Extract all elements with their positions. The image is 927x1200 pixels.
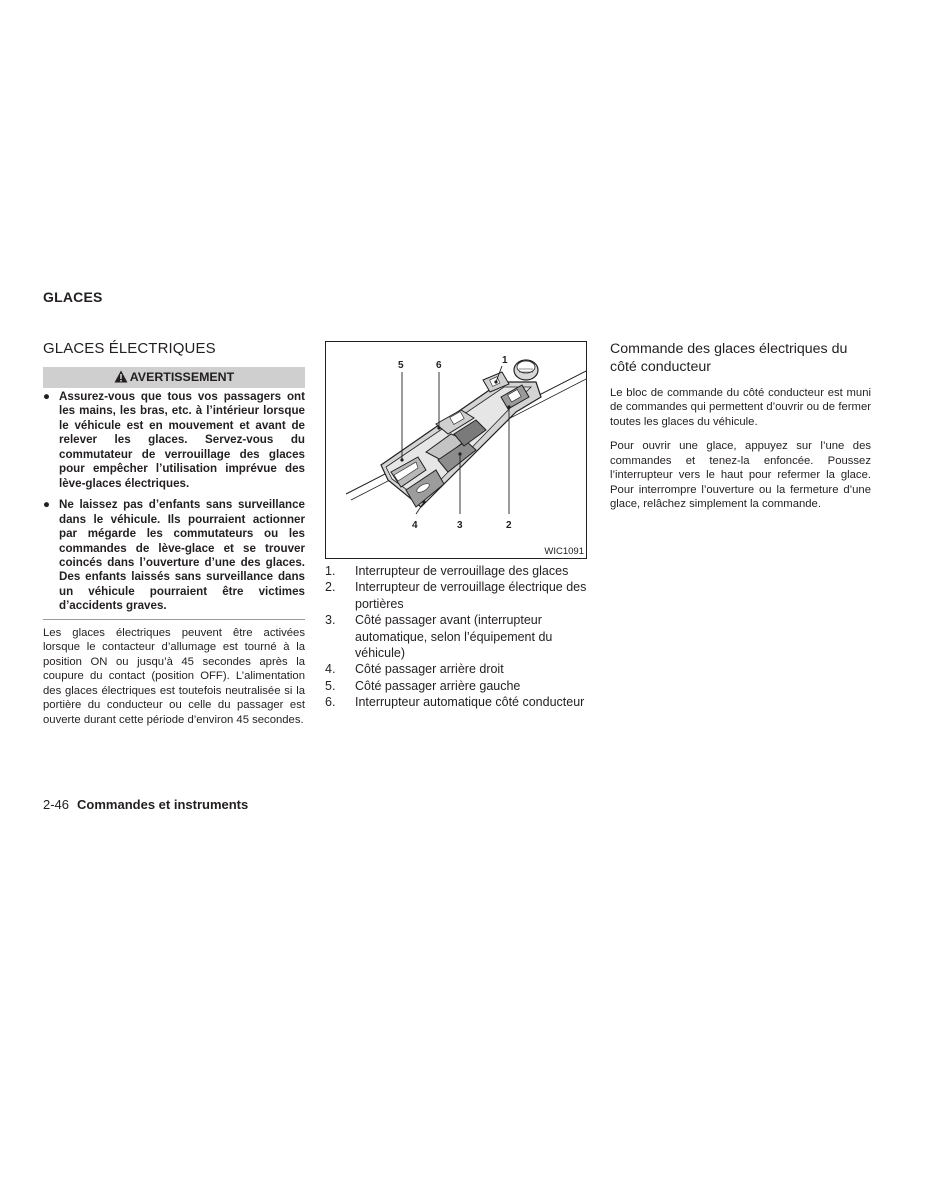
warning-header xyxy=(43,367,305,388)
warning-body xyxy=(43,388,305,620)
callout-2: 2 xyxy=(506,520,512,531)
callout-4: 4 xyxy=(412,520,418,531)
legend-number: 3. xyxy=(325,613,336,628)
legend-text: Interrupteur automatique côté conducteur xyxy=(355,695,585,710)
activation-paragraph: Les glaces électriques peuvent être activées lorsque le contacteur d’allumage est tourné à la position ON ou jusqu’à 45 secondes après la coupure du contact (position OFF). L’alimentation des glaces électriques est toutefois neutralisée si la portière du conducteur ou celle du passager est ouverte durant cette période d’environ 45 secondes. xyxy=(43,626,305,726)
callout-6: 6 xyxy=(436,360,442,371)
legend-item xyxy=(325,563,587,579)
bullet-icon: ● xyxy=(43,390,51,403)
warning-item xyxy=(43,390,305,491)
driver-control-paragraph: Le bloc de commande du côté conducteur est muni de commandes qui permettent d’ouvrir ou de fermer toutes les glaces du véhicule. xyxy=(610,387,871,428)
driver-control-paragraph: Pour ouvrir une glace, appuyez sur l’une des commandes et tenez-la enfoncée. Poussez l’interrupteur vers le haut pour refermer la glace. Pour interrompre l’ouverture ou la fermeture d’une glace, relâchez simplement la commande. xyxy=(610,440,871,511)
page-footer xyxy=(43,797,248,812)
section-title: GLACES xyxy=(43,289,103,305)
legend-item xyxy=(325,612,587,661)
page-number: 2-46 xyxy=(43,797,70,812)
callout-1: 1 xyxy=(502,355,508,366)
figure-legend xyxy=(325,563,587,711)
window-switch-illustration xyxy=(326,342,587,559)
legend-number: 4. xyxy=(325,662,336,677)
legend-text: Interrupteur de verrouillage des glaces xyxy=(355,564,569,578)
power-windows-heading: GLACES ÉLECTRIQUES xyxy=(43,340,216,357)
warning-triangle-icon xyxy=(114,369,128,390)
warning-item-text: Ne laissez pas d’enfants sans surveillance dans le véhicule. Ils pourraient actionner par mégarde les commutateurs ou les commandes de lève-glace et se trouver coincés dans l’ouverture d’une des glaces. Des enfants laissés sans surveillance dans un véhicule pourraient être victimes d’accidents graves. xyxy=(59,498,305,613)
callout-3: 3 xyxy=(457,520,463,531)
chapter-title: Commandes et instruments xyxy=(77,797,249,812)
left-column xyxy=(43,340,305,727)
driver-control-heading: Commande des glaces électriques du côté conducteur xyxy=(610,341,848,375)
figure-code: WIC1091 xyxy=(544,546,584,557)
legend-item xyxy=(325,694,587,710)
right-column xyxy=(610,341,871,522)
legend-number: 1. xyxy=(325,564,336,578)
warning-item xyxy=(43,498,305,614)
callout-5: 5 xyxy=(398,360,404,371)
legend-text: Côté passager arrière droit xyxy=(355,662,504,677)
legend-item xyxy=(325,661,587,677)
warning-title: AVERTISSEMENT xyxy=(129,370,235,384)
legend-text: Interrupteur de verrouillage électrique des portières xyxy=(355,580,587,611)
legend-item xyxy=(325,678,587,694)
legend-number: 5. xyxy=(325,678,336,693)
bullet-icon: ● xyxy=(43,498,51,512)
legend-text: Côté passager avant (interrupteur automatique, selon l’équipement du véhicule) xyxy=(355,613,553,661)
legend-number: 2. xyxy=(325,580,336,595)
legend-item xyxy=(325,579,587,612)
warning-item-text: Assurez-vous que tous vos passagers ont les mains, les bras, etc. à l’intérieur lorsque le véhicule est en mouvement et avant de relever les glaces. Servez-vous du commutateur de verrouillage des glaces pour empêcher l’utilisation imprévue des lève-glaces électriques. xyxy=(59,390,305,490)
legend-text: Côté passager arrière gauche xyxy=(355,678,521,693)
legend-number: 6. xyxy=(325,695,336,710)
window-switch-figure xyxy=(325,341,587,559)
